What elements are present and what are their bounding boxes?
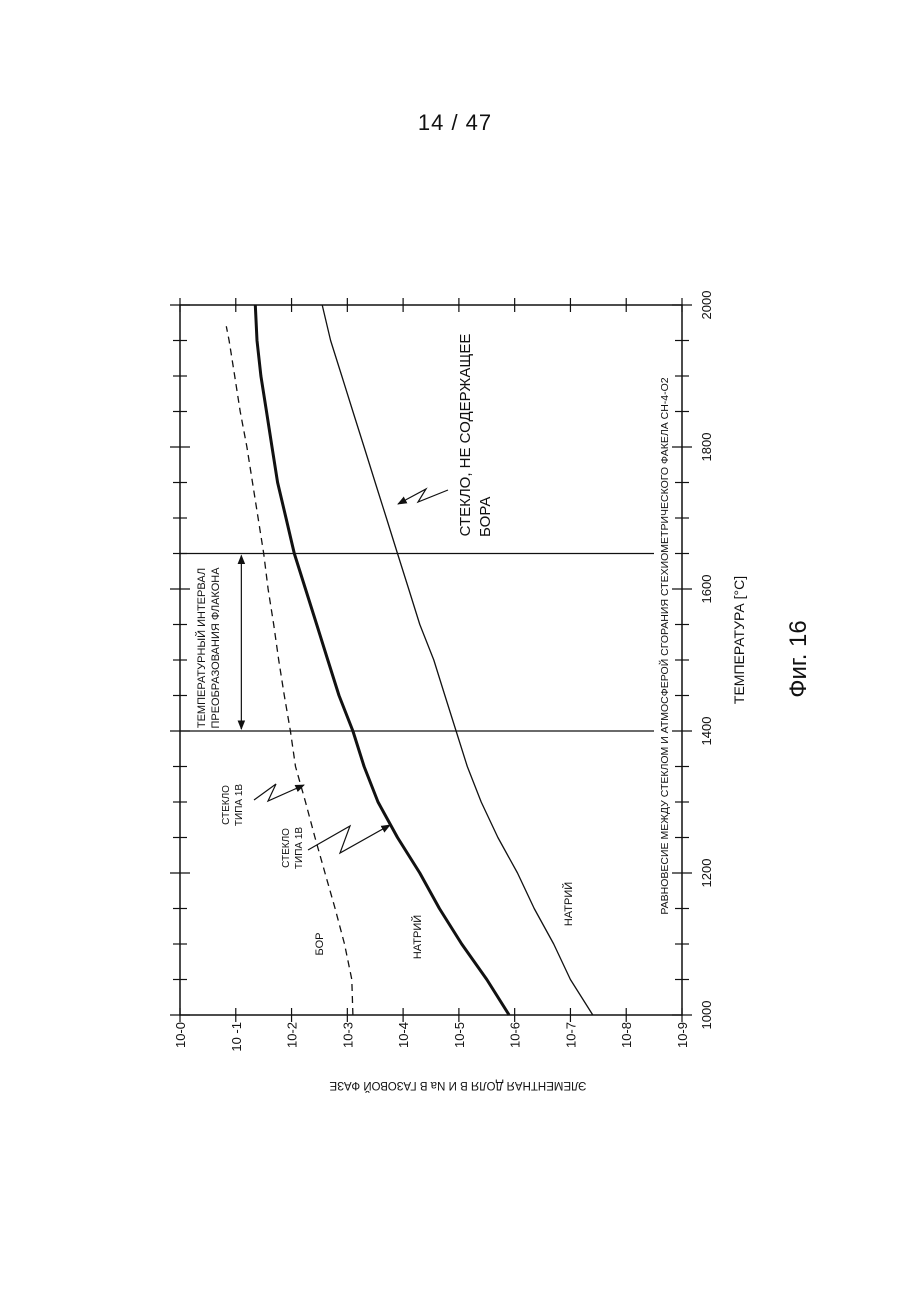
temperature-tick-label: 2000: [699, 290, 714, 320]
series-label-boron: БОР: [314, 932, 326, 956]
fraction-tick-label: 10 -1: [228, 1022, 244, 1052]
glass-type-1b-sodium-label-line1: СТЕКЛО: [281, 828, 292, 868]
glass-type-1b-label-line1: СТЕКЛО: [221, 785, 232, 825]
temperature-tick-labels: [699, 291, 714, 1030]
series-label-sodium-bold: НАТРИЙ: [412, 914, 424, 960]
temperature-tick-label: 1400: [699, 716, 714, 746]
boron-free-glass-label-line2: БОРА: [477, 496, 494, 537]
interval-label-line2: ПРЕОБРАЗОВАНИЯ ФЛАКОНА: [210, 567, 222, 729]
fraction-tick-label: 10-6: [507, 1022, 523, 1049]
glass-type-1b-label-line2: ТИПА 1В: [234, 783, 245, 827]
temperature-tick-label: 1800: [699, 432, 714, 462]
axis-ticks: [170, 298, 692, 1022]
fraction-tick-label: 10-0: [173, 1022, 188, 1049]
figure-caption: Фиг. 16: [785, 620, 812, 698]
fraction-tick-label: 10-8: [619, 1022, 635, 1049]
boron-free-glass-leader-arrow: [398, 489, 448, 504]
temperature-tick-label: 1200: [699, 858, 714, 888]
chart-footnote: РАВНОВЕСИЕ МЕЖДУ СТЕКЛОМ И АТМОСФЕРОЙ СГОРАНИЯ СТЕХИОМЕТРИЧЕСКОГО ФАКЕЛА CH-4-O2: [659, 377, 671, 915]
annotation-arrows: [241, 489, 448, 853]
temperature-tick-label: 1000: [699, 1000, 714, 1030]
fraction-tick-label: 10-5: [451, 1022, 467, 1049]
y-axis-title: ЭЛЕМЕНТНАЯ ДОЛЯ B И Na В ГАЗОВОЙ ФАЗЕ: [329, 1079, 587, 1091]
page-number: 14 / 47: [417, 110, 493, 135]
interval-label-line1: ТЕМПЕРАТУРНЫЙ ИНТЕРВАЛ: [196, 567, 208, 729]
x-axis-title: ТЕМПЕРАТУРА [°C]: [731, 575, 747, 705]
fraction-tick-label: 10-7: [563, 1022, 579, 1049]
fraction-tick-labels: [173, 1022, 690, 1052]
glass-type-1b-sodium-label-line2: ТИПА 1В: [294, 826, 305, 870]
series-layer: [226, 305, 593, 1015]
fraction-tick-label: 10-2: [284, 1022, 300, 1049]
plot-frame: [180, 305, 682, 1015]
fraction-tick-label: 10-9: [675, 1022, 690, 1049]
annotations: [195, 334, 671, 960]
fraction-tick-label: 10-4: [396, 1022, 412, 1049]
boron-free-glass-label-line1: СТЕКЛО, НЕ СОДЕРЖАЩЕЕ: [457, 333, 474, 537]
interval-lines: [180, 554, 654, 732]
glass-1b-boron-leader-arrow: [254, 784, 304, 801]
series-label-sodium-thin: НАТРИЙ: [563, 881, 575, 927]
series-line-dashed: [226, 326, 353, 1015]
temperature-tick-label: 1600: [699, 574, 714, 604]
fraction-tick-label: 10-3: [340, 1022, 356, 1049]
glass-1b-sodium-leader-arrow: [308, 825, 390, 853]
